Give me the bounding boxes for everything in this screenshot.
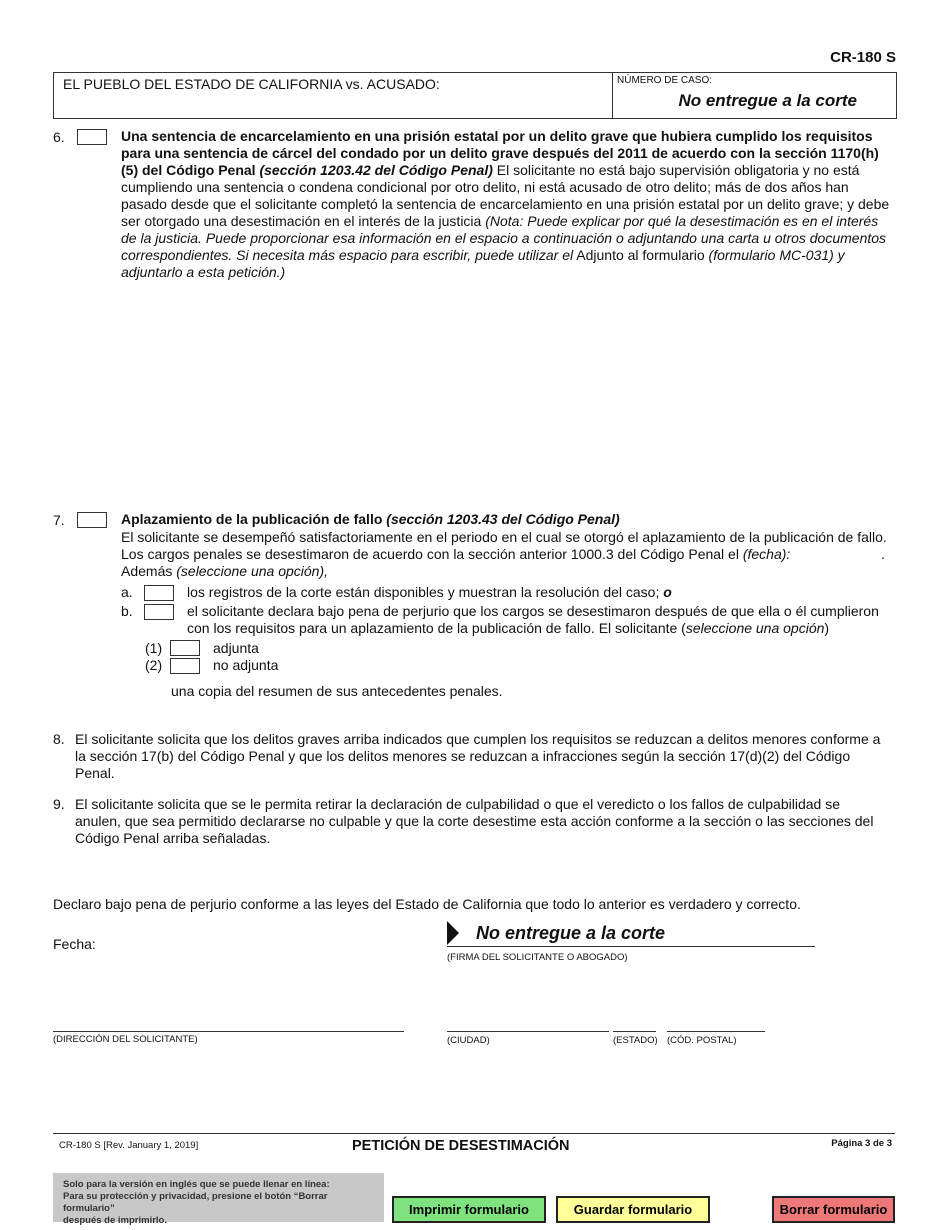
item-9-text bbox=[75, 796, 885, 847]
date-field-label: Fecha: bbox=[53, 936, 96, 952]
option-a-or: o bbox=[663, 584, 672, 600]
item-7-number: 7. bbox=[53, 512, 65, 528]
sub-option-1-text: adjunta bbox=[213, 640, 259, 656]
page-number: Página 3 de 3 bbox=[831, 1138, 892, 1149]
notice-line-3: después de imprimirlo. bbox=[63, 1215, 167, 1226]
form-revision: CR-180 S [Rev. January 1, 2019] bbox=[59, 1140, 199, 1151]
sub-option-2-label: (2) bbox=[145, 657, 163, 673]
item-6-checkbox[interactable] bbox=[77, 129, 107, 145]
zip-line[interactable] bbox=[667, 1031, 765, 1032]
item-6-title: Una sentencia de encarcelamiento en una prisión estatal por un delito grave que hubiera cumplido los requisitos para una sentencia de cárcel del condado por un delito grave después del 2011 de acuerdo con la sección 1170(h)(5) del Código Penal bbox=[121, 128, 879, 178]
option-a-checkbox[interactable] bbox=[144, 585, 174, 601]
item-7-para3-italic: (seleccione una opción), bbox=[176, 563, 329, 579]
item-7-para3-text: Además bbox=[121, 563, 177, 579]
option-b-checkbox[interactable] bbox=[144, 604, 174, 620]
item-8-body: El solicitante solicita que los delitos graves arriba indicados que cumplen los requisitos se reduzcan a delitos menores conforme a la sección 17(b) del Código Penal y que los delitos menores se reduzcan a infracciones según la sección 17(d)(2) del Código Penal. bbox=[75, 731, 881, 781]
item-7-checkbox[interactable] bbox=[77, 512, 107, 528]
item-7-para1: El solicitante se desempeñó satisfactoriamente en el periodo en el cual se otorgó el aplazamiento de la publicación de fallo. bbox=[121, 529, 887, 545]
option-a-text bbox=[187, 584, 672, 600]
item-6-note: (Nota: Puede explicar por qué la desestimación es en el interés de la justicia. Puede proporcionar esa información en el espacio a continuación o adjuntando una carta u otros documentos correspondientes. Si necesita más espacio para escribir, puede utilizar el bbox=[121, 213, 887, 263]
item-6-number: 6. bbox=[53, 129, 65, 145]
parties-label: EL PUEBLO DEL ESTADO DE CALIFORNIA vs. ACUSADO: bbox=[63, 76, 440, 92]
sub-option-2-text: no adjunta bbox=[213, 657, 279, 673]
print-form-button[interactable]: Imprimir formulario bbox=[392, 1196, 546, 1223]
sub-option-1-label: (1) bbox=[145, 640, 163, 656]
privacy-notice bbox=[53, 1173, 384, 1226]
signature-field[interactable]: No entregue a la corte bbox=[476, 923, 666, 943]
item-6-text bbox=[121, 128, 891, 281]
sub-option-2-checkbox[interactable] bbox=[170, 658, 200, 674]
signature-line bbox=[447, 946, 815, 947]
city-line[interactable] bbox=[447, 1031, 609, 1032]
item-7-title-text: Aplazamiento de la publicación de fallo bbox=[121, 511, 387, 527]
item-6-ref: (sección 1203.42 del Código Penal) bbox=[259, 162, 493, 178]
address-caption: (DIRECCIÓN DEL SOLICITANTE) bbox=[53, 1034, 198, 1045]
item-7-para2-text: Los cargos penales se desestimaron de acuerdo con la sección anterior 1000.3 del Código Penal el bbox=[121, 546, 743, 562]
state-line[interactable] bbox=[613, 1031, 656, 1032]
option-b-line2-italic: seleccione una opción bbox=[685, 620, 825, 636]
item-9-body: El solicitante solicita que se le permita retirar la declaración de culpabilidad o que el veredicto o los fallos de culpabilidad se anulen, que sea permitido declararse no culpable y que la corte desestime esta acción conforme a la sección o las secciones del Código Penal arriba señaladas. bbox=[75, 796, 874, 846]
option-b-line2-end: ) bbox=[824, 620, 830, 636]
address-line[interactable] bbox=[53, 1031, 404, 1032]
item-6-note-form: Adjunto al formulario bbox=[573, 247, 709, 263]
option-b-label: b. bbox=[121, 603, 133, 619]
notice-line-2: Para su protección y privacidad, presione el botón “Borrar formulario” bbox=[63, 1191, 328, 1214]
signature-arrow-icon bbox=[447, 921, 459, 945]
option-b-line2 bbox=[187, 620, 887, 637]
item-7-title-ref: (sección 1203.43 del Código Penal) bbox=[386, 511, 620, 527]
state-caption: (ESTADO) bbox=[613, 1035, 658, 1046]
option-b-text bbox=[187, 603, 887, 637]
case-number-field[interactable]: No entregue a la corte bbox=[678, 91, 857, 110]
option-b-line2-text: con los requisitos para un aplazamiento de la publicación de fallo. El solicitante ( bbox=[187, 620, 686, 636]
zip-caption: (CÓD. POSTAL) bbox=[667, 1035, 737, 1046]
item-7-para3 bbox=[121, 563, 328, 579]
item-7-title bbox=[121, 511, 620, 527]
footer-divider bbox=[53, 1133, 895, 1134]
date-label: (fecha): bbox=[742, 546, 791, 562]
case-number-label: NÚMERO DE CASO: bbox=[617, 75, 713, 86]
notice-line-1: Solo para la versión en inglés que se puede llenar en línea: bbox=[63, 1179, 330, 1190]
signature-caption: (FIRMA DEL SOLICITANTE O ABOGADO) bbox=[447, 952, 628, 963]
item-8-number: 8. bbox=[53, 731, 65, 747]
city-caption: (CIUDAD) bbox=[447, 1035, 490, 1046]
item-7-para2-end: . bbox=[881, 546, 885, 562]
copy-text: una copia del resumen de sus antecedentes penales. bbox=[171, 683, 503, 699]
item-6-body: El solicitante no está bajo supervisión obligatoria y no está cumpliendo una sentencia o condena condicional por otro delito, ni está acusado de otro delito; más de dos años han pasado desde que el solicitante completó la sentencia de encarcelamiento en una prisión estatal por un delito grave; y debe ser otorgado una desestimación en el interés de la justicia bbox=[121, 162, 890, 229]
option-b-line1: el solicitante declara bajo pena de perjurio que los cargos se desestimaron después de que ella o él cumplieron bbox=[187, 603, 879, 619]
form-title: PETICIÓN DE DESESTIMACIÓN bbox=[352, 1138, 570, 1154]
item-6-note-end: (formulario MC-031) y adjuntarlo a esta petición.) bbox=[121, 247, 845, 280]
item-8-text bbox=[75, 731, 885, 782]
option-a-body: los registros de la corte están disponibles y muestran la resolución del caso; bbox=[187, 584, 664, 600]
declaration-text: Declaro bajo pena de perjurio conforme a las leyes del Estado de California que todo lo anterior es verdadero y correcto. bbox=[53, 896, 801, 912]
clear-form-button[interactable]: Borrar formulario bbox=[772, 1196, 895, 1223]
case-number-cell bbox=[612, 73, 897, 118]
save-form-button[interactable]: Guardar formulario bbox=[556, 1196, 710, 1223]
form-id: CR-180 S bbox=[830, 49, 896, 66]
item-9-number: 9. bbox=[53, 796, 65, 812]
option-a-label: a. bbox=[121, 584, 133, 600]
caption-box bbox=[53, 72, 897, 119]
sub-option-1-checkbox[interactable] bbox=[170, 640, 200, 656]
item-7-para2 bbox=[121, 546, 790, 562]
